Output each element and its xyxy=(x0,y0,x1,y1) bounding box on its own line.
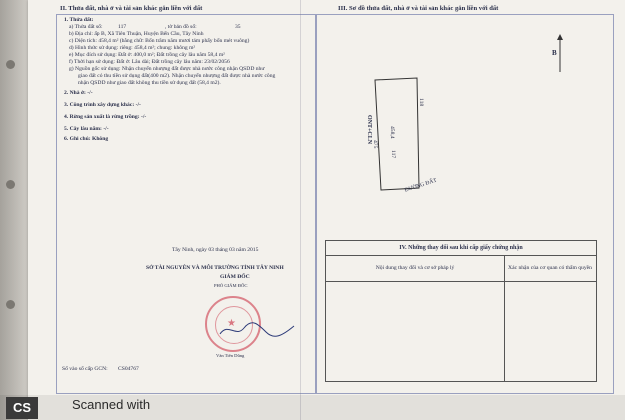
camscanner-logo: CS xyxy=(6,397,38,419)
changes-col-confirm xyxy=(504,255,596,381)
sign-role: GIÁM ĐỐC xyxy=(220,274,250,280)
parcel-number: 117 xyxy=(118,24,127,30)
center-fold xyxy=(300,0,301,420)
section-parcel: 1. Thửa đất: xyxy=(64,17,94,23)
parcel-map-label: , tờ bản đồ số: xyxy=(165,24,197,30)
right-header: III. Sơ đồ thửa đất, nhà ở và tài sản khác gắn liền với đất xyxy=(338,5,499,12)
parcel-use-form: d) Hình thức sử dụng: riêng: 458,4 m²; chung: không m² xyxy=(69,45,196,51)
parcel-purpose: e) Mục đích sử dụng: Đất ở: 400,0 m²; Đất trồng cây lâu năm 58,4 m² xyxy=(69,52,225,58)
changes-col-content-header: Nội dung thay đổi và cơ sở pháp lý xyxy=(326,255,504,282)
north-label: B xyxy=(552,49,557,57)
north-arrow-icon xyxy=(556,34,564,74)
changes-col-content xyxy=(326,255,505,381)
parcel-origin-3: nhận QSDD như giao đất không thu tiền sử dụng đất (58,4 m2). xyxy=(78,80,221,86)
section-notes: 6. Ghi chú: Không xyxy=(64,136,109,142)
punch-hole xyxy=(6,300,15,309)
parcel-map-number: 35 xyxy=(235,24,241,30)
parcel-origin-1: g) Nguồn gốc sử dụng: Nhận chuyển nhượng đất được nhà nước công nhận QSDD như xyxy=(69,66,265,72)
section-forest: 4. Rừng sản xuất là rừng trồng: -/- xyxy=(64,114,147,120)
punch-hole xyxy=(6,180,15,189)
signer-name: Văn Tiến Dũng xyxy=(216,353,245,358)
sign-role-deputy: PHÓ GIÁM ĐỐC xyxy=(214,283,248,288)
parcel-area: c) Diện tích: 458,4 m² (bằng chữ: Bốn trăm năm mươi tám phẩy bốn mét vuông) xyxy=(69,38,250,44)
parcel-term: f) Thời hạn sử dụng: Đất ở: Lâu dài; Đất trồng cây lâu năm: 23/02/2056 xyxy=(69,59,230,65)
seal-star-icon: ★ xyxy=(227,318,236,329)
sign-date: Tây Ninh, ngày 03 tháng 03 năm 2015 xyxy=(172,247,259,253)
punch-holes xyxy=(6,0,16,420)
cert-no-value: CS04767 xyxy=(118,366,139,372)
binding-edge xyxy=(0,0,28,420)
parcel-address: b) Địa chỉ: ấp B, Xã Tiên Thuận, Huyện Bến Cầu, Tây Ninh xyxy=(69,31,204,37)
section-trees: 5. Cây lâu năm: -/- xyxy=(64,126,109,132)
changes-table xyxy=(325,240,597,382)
changes-title: IV. Những thay đổi sau khi cấp giấy chứng nhận xyxy=(326,241,596,256)
signature-scribble xyxy=(218,320,298,340)
plot-land-type: ONT+CLN xyxy=(366,115,372,145)
section-construction: 3. Công trình xây dựng khác: -/- xyxy=(64,102,141,108)
plot-area: 458,4 xyxy=(389,126,395,139)
plot-diagram xyxy=(355,70,475,200)
left-header: II. Thửa đất, nhà ở và tài sản khác gắn liền với đất xyxy=(60,5,203,12)
punch-hole xyxy=(6,60,15,69)
plot-neighbor-west: 475 xyxy=(372,140,378,149)
sign-org: SỞ TÀI NGUYÊN VÀ MÔI TRƯỜNG TỈNH TÂY NINH xyxy=(146,265,284,271)
parcel-a-label: a) Thửa đất số: xyxy=(69,24,103,30)
scanned-with-text: Scanned with xyxy=(72,397,151,412)
changes-col-confirm-header: Xác nhận của cơ quan có thẩm quyền xyxy=(504,255,596,282)
section-house: 2. Nhà ở: -/- xyxy=(64,90,93,96)
parcel-origin-2: giao đất có thu tiền sử dụng đất(400 m2). Nhận chuyển nhượng đất được nhà nước công xyxy=(78,73,276,79)
plot-parcel-number: 117 xyxy=(390,150,396,159)
plot-neighbor-north: 118 xyxy=(418,98,424,107)
cert-no-label: Số vào sổ cấp GCN: xyxy=(62,366,108,372)
plot-road-label: ĐƯỜNG ĐẤT xyxy=(404,177,438,194)
